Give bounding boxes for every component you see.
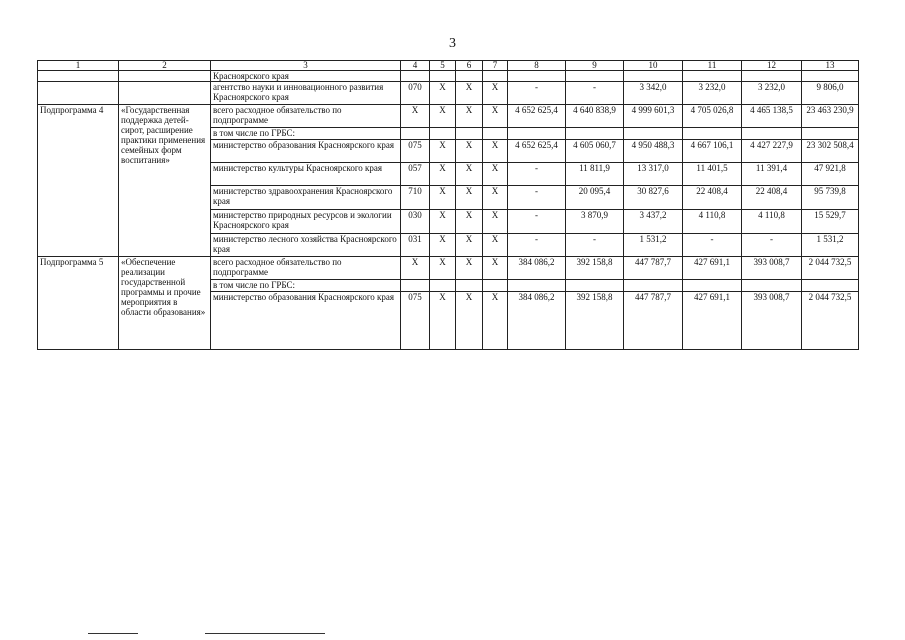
x-mark: Х: [483, 292, 508, 350]
line-item-label: министерство образования Красноярского края: [211, 292, 401, 350]
grbs-code: 057: [401, 163, 430, 186]
line-item-label: министерство культуры Красноярского края: [211, 163, 401, 186]
amount-cell: 13 317,0: [624, 163, 683, 186]
amount-cell: -: [742, 234, 802, 257]
table-body: [38, 61, 859, 350]
header-cell: 7: [483, 61, 508, 71]
amount-cell: 384 086,2: [508, 292, 566, 350]
header-cell: 5: [430, 61, 456, 71]
x-mark: [483, 71, 508, 82]
table-row: [38, 71, 859, 82]
amount-cell: 23 302 508,4: [802, 140, 859, 163]
x-mark: Х: [430, 234, 456, 257]
x-mark: [430, 280, 456, 292]
empty-cell: [38, 71, 119, 82]
amount-cell: 4 110,8: [742, 210, 802, 234]
grbs-code: 075: [401, 140, 430, 163]
header-cell: 9: [566, 61, 624, 71]
amount-cell: -: [508, 82, 566, 105]
amount-cell: 4 605 060,7: [566, 140, 624, 163]
amount-cell: [742, 128, 802, 140]
x-mark: Х: [483, 186, 508, 210]
header-cell: 10: [624, 61, 683, 71]
amount-cell: 1 531,2: [624, 234, 683, 257]
x-mark: Х: [483, 82, 508, 105]
line-item-label: министерство природных ресурсов и экологии Красноярского края: [211, 210, 401, 234]
header-cell: 3: [211, 61, 401, 71]
header-row: [38, 61, 859, 71]
empty-cell: [119, 82, 211, 105]
line-item-label: агентство науки и инновационного развития Красноярского края: [211, 82, 401, 105]
amount-cell: 4 652 625,4: [508, 140, 566, 163]
amount-cell: 3 437,2: [624, 210, 683, 234]
amount-cell: 427 691,1: [683, 292, 742, 350]
amount-cell: 4 999 601,3: [624, 105, 683, 128]
amount-cell: [742, 71, 802, 82]
line-item-label: всего расходное обязательство по подпрограмме: [211, 105, 401, 128]
x-mark: Х: [456, 210, 483, 234]
amount-cell: [802, 71, 859, 82]
x-mark: Х: [483, 257, 508, 280]
amount-cell: [742, 280, 802, 292]
x-mark: [483, 128, 508, 140]
amount-cell: 11 391,4: [742, 163, 802, 186]
amount-cell: 23 463 230,9: [802, 105, 859, 128]
header-cell: 11: [683, 61, 742, 71]
amount-cell: 1 531,2: [802, 234, 859, 257]
empty-cell: [38, 82, 119, 105]
x-mark: Х: [456, 105, 483, 128]
line-item-label: министерство лесного хозяйства Красноярского края: [211, 234, 401, 257]
amount-cell: 4 640 838,9: [566, 105, 624, 128]
amount-cell: 3 232,0: [683, 82, 742, 105]
amount-cell: 20 095,4: [566, 186, 624, 210]
x-mark: Х: [430, 163, 456, 186]
empty-cell: [119, 71, 211, 82]
line-item-label: в том числе по ГРБС:: [211, 280, 401, 292]
amount-cell: 2 044 732,5: [802, 257, 859, 280]
x-mark: Х: [483, 140, 508, 163]
amount-cell: 15 529,7: [802, 210, 859, 234]
amount-cell: 2 044 732,5: [802, 292, 859, 350]
amount-cell: [802, 280, 859, 292]
x-mark: Х: [483, 234, 508, 257]
amount-cell: -: [683, 234, 742, 257]
line-item-label: министерство здравоохранения Красноярского края: [211, 186, 401, 210]
x-mark: [430, 128, 456, 140]
amount-cell: [508, 71, 566, 82]
amount-cell: 427 691,1: [683, 257, 742, 280]
x-mark: [456, 128, 483, 140]
x-mark: Х: [430, 82, 456, 105]
amount-cell: 392 158,8: [566, 292, 624, 350]
x-mark: Х: [430, 257, 456, 280]
table-row: [38, 257, 859, 280]
amount-cell: 4 652 625,4: [508, 105, 566, 128]
amount-cell: 4 667 106,1: [683, 140, 742, 163]
grbs-code: 710: [401, 186, 430, 210]
footnote-rule: [205, 633, 325, 634]
subprogram-name: Подпрограмма 5: [38, 257, 119, 350]
grbs-code: [401, 280, 430, 292]
amount-cell: -: [508, 163, 566, 186]
amount-cell: 3 870,9: [566, 210, 624, 234]
amount-cell: 47 921,8: [802, 163, 859, 186]
amount-cell: [566, 71, 624, 82]
x-mark: [456, 71, 483, 82]
line-item-label: всего расходное обязательство по подпрограмме: [211, 257, 401, 280]
x-mark: Х: [456, 234, 483, 257]
subprogram-title: «Государственная поддержка детей-сирот, расширение практики применения семейных форм воспитания»: [119, 105, 211, 257]
amount-cell: 447 787,7: [624, 257, 683, 280]
amount-cell: -: [508, 234, 566, 257]
header-cell: 2: [119, 61, 211, 71]
amount-cell: [683, 128, 742, 140]
amount-cell: [802, 128, 859, 140]
amount-cell: 392 158,8: [566, 257, 624, 280]
amount-cell: 22 408,4: [683, 186, 742, 210]
grbs-code: 075: [401, 292, 430, 350]
amount-cell: 4 705 026,8: [683, 105, 742, 128]
x-mark: Х: [430, 105, 456, 128]
grbs-code: 031: [401, 234, 430, 257]
amount-cell: 4 465 138,5: [742, 105, 802, 128]
amount-cell: 22 408,4: [742, 186, 802, 210]
x-mark: Х: [430, 210, 456, 234]
amount-cell: -: [566, 82, 624, 105]
x-mark: Х: [483, 163, 508, 186]
line-item-label: в том числе по ГРБС:: [211, 128, 401, 140]
amount-cell: [683, 280, 742, 292]
amount-cell: [508, 128, 566, 140]
header-cell: 6: [456, 61, 483, 71]
amount-cell: 393 008,7: [742, 257, 802, 280]
grbs-code: [401, 71, 430, 82]
grbs-code: 070: [401, 82, 430, 105]
line-item-label: министерство образования Красноярского края: [211, 140, 401, 163]
amount-cell: -: [508, 186, 566, 210]
x-mark: Х: [456, 82, 483, 105]
amount-cell: [566, 128, 624, 140]
subprogram-name: Подпрограмма 4: [38, 105, 119, 257]
grbs-code: Х: [401, 105, 430, 128]
amount-cell: 4 110,8: [683, 210, 742, 234]
x-mark: Х: [483, 105, 508, 128]
x-mark: Х: [430, 186, 456, 210]
amount-cell: 9 806,0: [802, 82, 859, 105]
x-mark: Х: [456, 163, 483, 186]
amount-cell: 4 950 488,3: [624, 140, 683, 163]
x-mark: Х: [456, 186, 483, 210]
grbs-code: [401, 128, 430, 140]
amount-cell: 4 427 227,9: [742, 140, 802, 163]
header-cell: 4: [401, 61, 430, 71]
amount-cell: [508, 280, 566, 292]
x-mark: Х: [430, 140, 456, 163]
x-mark: [483, 280, 508, 292]
x-mark: [430, 71, 456, 82]
amount-cell: 3 232,0: [742, 82, 802, 105]
x-mark: [456, 280, 483, 292]
x-mark: Х: [430, 292, 456, 350]
amount-cell: 384 086,2: [508, 257, 566, 280]
table-row: [38, 105, 859, 128]
page-number: 3: [449, 36, 456, 51]
header-cell: 12: [742, 61, 802, 71]
amount-cell: [624, 128, 683, 140]
amount-cell: 11 811,9: [566, 163, 624, 186]
header-cell: 13: [802, 61, 859, 71]
amount-cell: -: [566, 234, 624, 257]
header-cell: 1: [38, 61, 119, 71]
amount-cell: -: [508, 210, 566, 234]
budget-table: [37, 60, 859, 350]
subprogram-title: «Обеспечение реализации государственной программы и прочие мероприятия в области образования»: [119, 257, 211, 350]
line-item-label: Красноярского края: [211, 71, 401, 82]
footnote-rule: [88, 633, 138, 634]
amount-cell: [566, 280, 624, 292]
amount-cell: 447 787,7: [624, 292, 683, 350]
x-mark: Х: [483, 210, 508, 234]
table-row: [38, 82, 859, 105]
amount-cell: [624, 280, 683, 292]
x-mark: Х: [456, 140, 483, 163]
x-mark: Х: [456, 257, 483, 280]
x-mark: Х: [456, 292, 483, 350]
grbs-code: 030: [401, 210, 430, 234]
amount-cell: 393 008,7: [742, 292, 802, 350]
amount-cell: [683, 71, 742, 82]
amount-cell: 11 401,5: [683, 163, 742, 186]
amount-cell: 95 739,8: [802, 186, 859, 210]
amount-cell: 30 827,6: [624, 186, 683, 210]
header-cell: 8: [508, 61, 566, 71]
amount-cell: 3 342,0: [624, 82, 683, 105]
grbs-code: Х: [401, 257, 430, 280]
amount-cell: [624, 71, 683, 82]
